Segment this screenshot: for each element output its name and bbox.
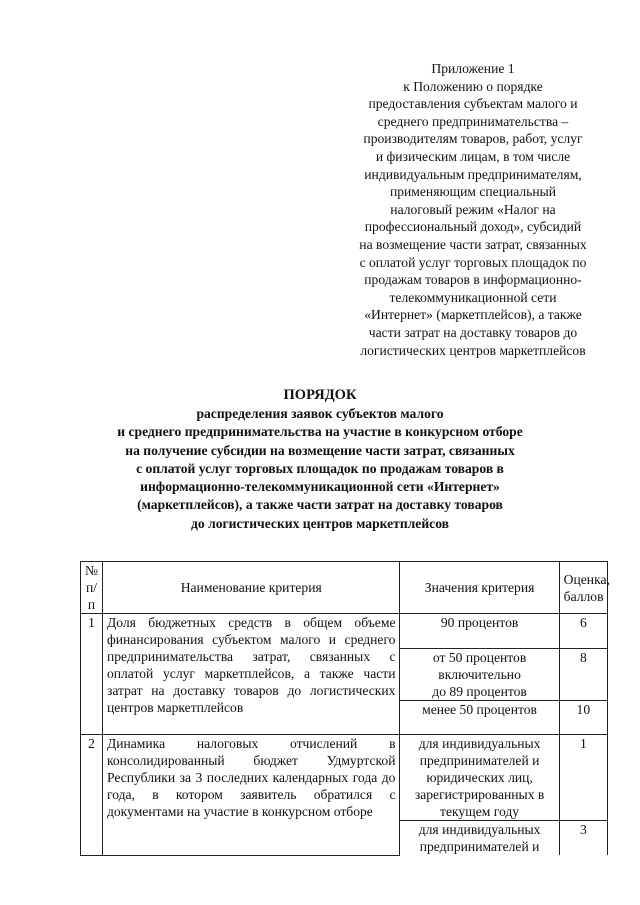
value-line: 90 процентов	[440, 615, 519, 630]
criterion-value	[400, 821, 559, 856]
value-line: до 89 процентов	[432, 684, 527, 699]
header-num-line: №	[85, 563, 98, 578]
heading-line: распределения заявок субъектов малого	[196, 406, 444, 421]
criterion-score: 1	[559, 735, 607, 821]
heading-line: (маркетплейсов), а также части затрат на доставку товаров	[137, 497, 503, 513]
value-line: включительно	[438, 667, 521, 682]
appendix-line: и физическим лицам, в том числе	[375, 148, 571, 164]
appendix-line: применяющим специальный	[389, 184, 557, 200]
criterion-name: Доля бюджетных средств в общем объеме финансирования субъектом малого и среднего предпринимательства затрат, связанных с оплатой услуг маркетплейсов, а также части затрат на доставку товаров до логистических центров маркетплейсов	[102, 614, 400, 735]
header-num	[81, 562, 103, 614]
header-score	[559, 562, 610, 614]
criterion-value	[400, 649, 559, 701]
value-line: менее 50 процентов	[422, 702, 537, 717]
heading-line: и среднего предпринимательства на участие в конкурсном отборе	[117, 424, 523, 440]
value-line: предпринимателей и	[419, 839, 540, 854]
appendix-line: предоставления субъектам малого и	[368, 96, 578, 112]
appendix-line: к Положению о порядке	[403, 78, 543, 94]
appendix-line: части затрат на доставку товаров до	[368, 324, 578, 340]
value-line: для индивидуальных	[418, 822, 541, 837]
criterion-value	[400, 701, 559, 735]
appendix-block	[338, 60, 608, 359]
criterion-score: 8	[559, 649, 607, 701]
appendix-line: профессиональный доход», субсидий	[364, 219, 582, 235]
value-line: текущем году	[440, 804, 520, 819]
value-line: для индивидуальных	[418, 736, 541, 751]
header-name: Наименование критерия	[102, 562, 400, 614]
heading-line: на получение субсидии на возмещение части затрат, связанных	[125, 442, 515, 458]
appendix-line: производителям товаров, работ, услуг	[363, 131, 583, 147]
appendix-line: Приложение 1	[431, 61, 515, 76]
criterion-num: 1	[81, 614, 103, 735]
criterion-score: 3	[559, 821, 607, 856]
appendix-line: налоговый режим «Налог на	[390, 201, 556, 217]
value-line: зарегистрированных в	[414, 787, 545, 802]
table-row	[81, 614, 608, 649]
appendix-line: логистических центров маркетплейсов	[360, 342, 586, 358]
document-title: ПОРЯДОК	[283, 387, 357, 403]
table-header-row	[81, 562, 608, 614]
appendix-line: «Интернет» (маркетплейсов), а также	[364, 307, 582, 323]
heading-line: с оплатой услуг торговых площадок по продажам товаров в	[136, 460, 504, 476]
appendix-line: с оплатой услуг торговых площадок по	[359, 254, 587, 270]
header-score-line: Оценка,	[563, 571, 610, 587]
appendix-line: продажам товаров в информационно-	[364, 272, 582, 288]
header-value: Значения критерия	[400, 562, 559, 614]
heading-line: информационно-телекоммуникационной сети «Интернет»	[140, 479, 500, 495]
table-row	[81, 735, 608, 821]
appendix-line: индивидуальным предпринимателям,	[364, 166, 582, 182]
value-line: юридических лиц,	[426, 770, 533, 785]
criteria-table	[80, 561, 608, 856]
appendix-line: телекоммуникационной сети	[389, 289, 557, 305]
document-heading	[40, 386, 600, 533]
criterion-score: 10	[559, 701, 607, 735]
header-num-line: п/п	[85, 580, 97, 612]
criterion-score: 6	[559, 614, 607, 649]
criterion-value	[400, 614, 559, 649]
appendix-line: на возмещение части затрат, связанных	[359, 236, 587, 252]
value-line: от 50 процентов	[432, 650, 527, 665]
criterion-name: Динамика налоговых отчислений в консолидированный бюджет Удмуртской Республики за 3 последних календарных года до года, в котором заявитель обратился с документами на участие в конкурсном отборе	[102, 735, 400, 856]
appendix-line: среднего предпринимательства –	[377, 113, 569, 129]
criterion-value	[400, 735, 559, 821]
header-score-line: баллов	[563, 588, 604, 604]
value-line: предпринимателей и	[419, 753, 540, 768]
heading-line: до логистических центров маркетплейсов	[191, 515, 449, 531]
criterion-num: 2	[81, 735, 103, 856]
